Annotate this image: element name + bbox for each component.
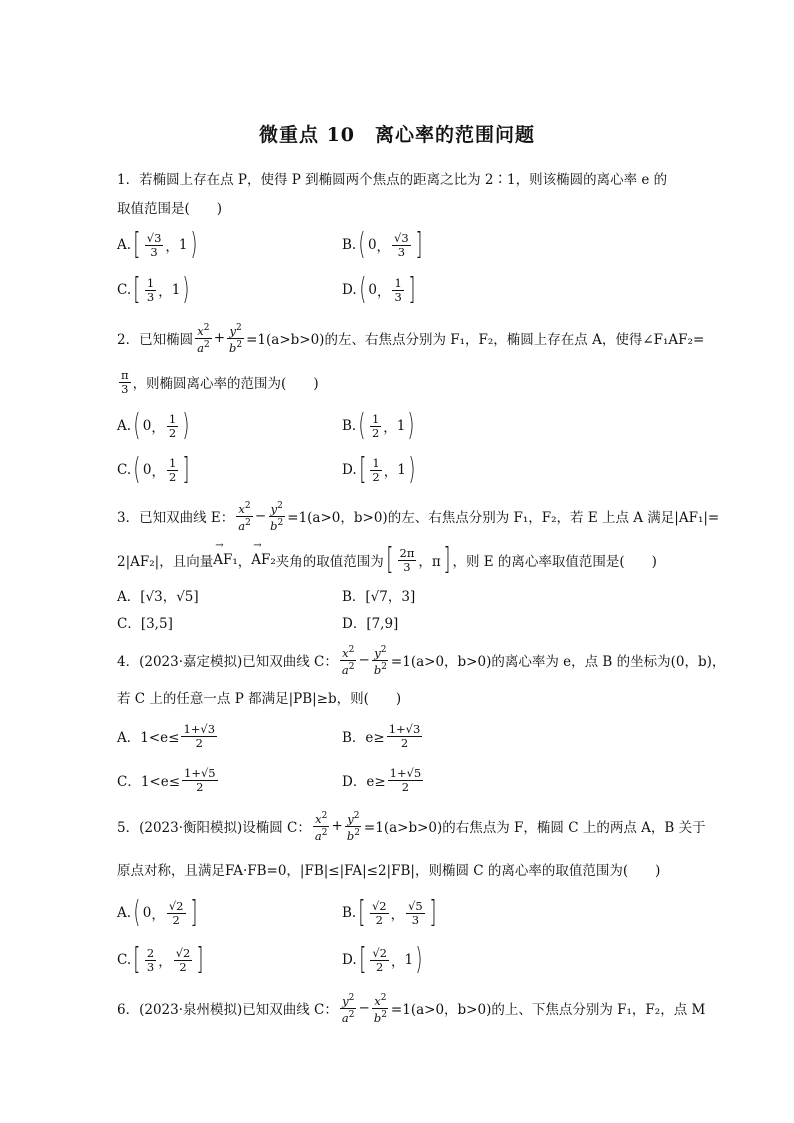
q4-stem-line1: 4．(2023·嘉定模拟)已知双曲线 C： $\frac{x^2}{a^2}$ − $\frac{y^2}{b^2}$ =1(a>0，b>0)的离心率为 e，点 B 的坐标为(0，b)，: [117, 644, 726, 677]
q2-stem-line2: $\frac{\pi}{3}$ ，则椭圆离心率的范围为( ): [121, 367, 319, 396]
q6-stem-line1: 6．(2023·泉州模拟)已知双曲线 C： $\frac{y^2}{a^2}$ − $\frac{x^2}{b^2}$ =1(a>0，b>0)的上、下焦点分别为 F₁，F₂，点 M: [117, 992, 706, 1025]
q3-option-a: A．[√3，√5]: [117, 589, 199, 605]
q4-option-c: C．1<e≤ $\frac{1+√5}{2}$: [117, 765, 216, 794]
q4-option-a: A．1<e≤ $\frac{1+√3}{2}$: [117, 721, 216, 750]
q2-option-a: A. ( 0 ， $\frac{1}{2}$ ): [117, 408, 190, 443]
q1-option-a: A. [ $\frac{√3}{3}$ ， 1 ): [117, 227, 197, 262]
q3-stem-line2: 2|AF₂|，且向量 → AF₁ ， → AF₂ 夹角的取值范围为 [ $\frac{2\pi}{3}$ ，π ] ，则 E 的离心率取值范围是( ): [117, 540, 657, 580]
page-title: 微重点 10 离心率的范围问题: [258, 124, 536, 146]
q4-option-b: B．e≥ $\frac{1+√3}{2}$: [342, 721, 421, 750]
q1-stem-line2: 取值范围是( ): [117, 201, 223, 217]
q2-option-d: D. [ $\frac{1}{2}$ ， 1 ): [342, 452, 416, 487]
q1-option-d: D. ( 0 ， $\frac{1}{3}$ ]: [342, 272, 416, 307]
q3-option-c: C．[3,5]: [117, 616, 173, 632]
q5-option-a: A. ( 0 ， $\frac{√2}{2}$ ]: [117, 895, 197, 930]
q5-option-c: C. [ $\frac{2}{3}$ ， $\frac{√2}{2}$ ]: [117, 942, 204, 977]
q4-stem-line2: 若 C 上的任意一点 P 都满足|PB|≥b，则( ): [117, 691, 402, 707]
q2-stem-line1: 2．已知椭圆 $\frac{x^2}{a^2}$ + $\frac{y^2}{b^2}$ =1(a>b>0)的左、右焦点分别为 F₁，F₂，椭圆上存在点 A，使得∠F₁AF₂=: [117, 322, 705, 355]
q5-option-b: B. [ $\frac{√2}{2}$ ， $\frac{√5}{3}$ ]: [342, 895, 437, 930]
q3-stem-line1: 3．已知双曲线 E： $\frac{x^2}{a^2}$ − $\frac{y^2}{b^2}$ =1(a>0，b>0)的左、右焦点分别为 F₁，F₂，若 E 上点 A 满足|AF₁|=: [117, 500, 720, 533]
q2-option-c: C. ( 0 ， $\frac{1}{2}$ ]: [117, 452, 190, 487]
q4-option-d: D．e≥ $\frac{1+√5}{2}$: [342, 765, 422, 794]
q1-option-c: C. [ $\frac{1}{3}$ ， 1 ): [117, 272, 190, 307]
q5-option-d: D. [ $\frac{√2}{2}$ ， 1 ): [342, 942, 423, 977]
q1-stem-line1: 1．若椭圆上存在点 P，使得 P 到椭圆两个焦点的距离之比为 2∶1，则该椭圆的离心率 e 的: [117, 172, 668, 188]
q3-option-b: B．[√7，3]: [342, 589, 416, 605]
q5-stem-line1: 5．(2023·衡阳模拟)设椭圆 C： $\frac{x^2}{a^2}$ + $\frac{y^2}{b^2}$ =1(a>b>0)的右焦点为 F，椭圆 C 上的两点 A，B 关于: [117, 810, 706, 843]
q5-stem-line2: 原点对称，且满足FA·FB=0，|FB|≤|FA|≤2|FB|，则椭圆 C 的离心率的取值范围为( ): [117, 863, 661, 879]
q1-option-b: B. ( 0 ， $\frac{√3}{3}$ ]: [342, 227, 423, 262]
q3-option-d: D．[7,9]: [342, 616, 399, 632]
q2-option-b: B. ( $\frac{1}{2}$ ， 1 ): [342, 408, 415, 443]
